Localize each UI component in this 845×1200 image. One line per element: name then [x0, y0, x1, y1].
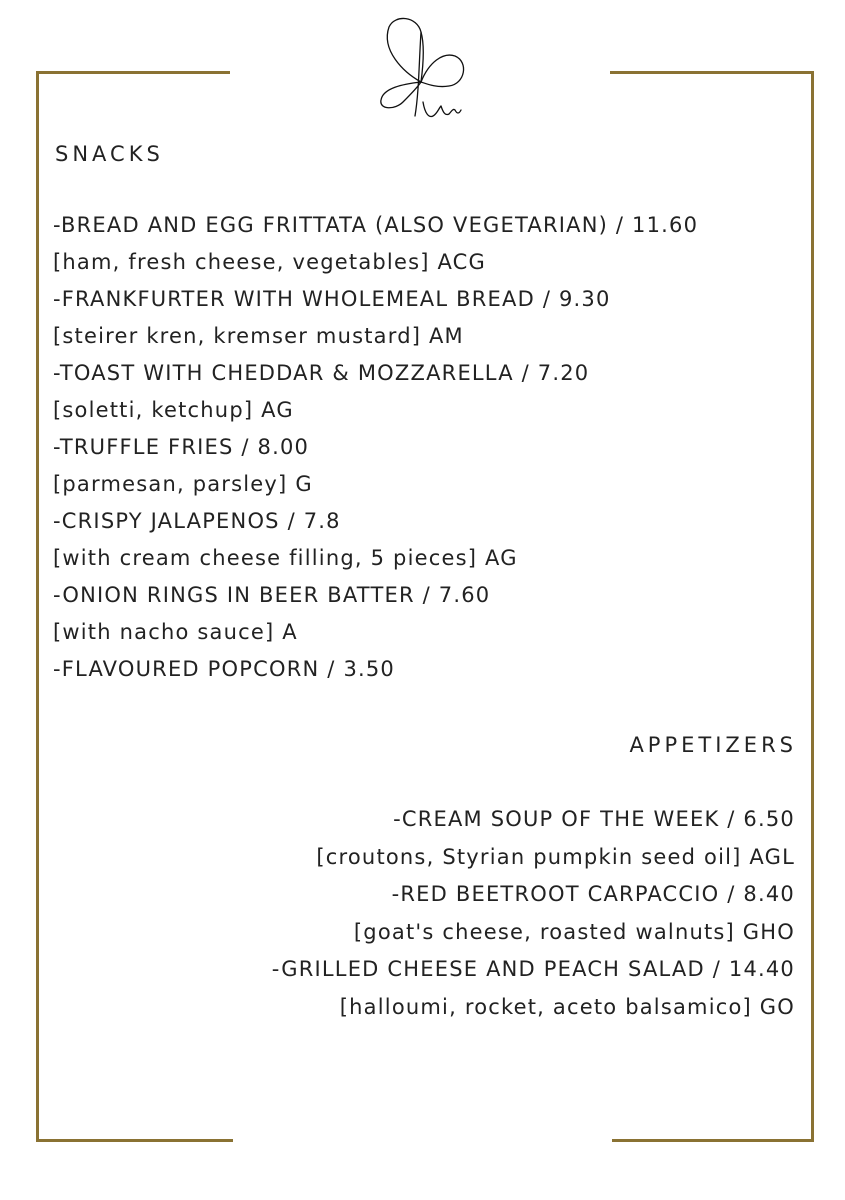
snack-item: -CRISPY JALAPENOS / 7.8	[53, 509, 341, 533]
snack-item: -FRANKFURTER WITH WHOLEMEAL BREAD / 9.30	[53, 287, 611, 311]
snack-item: -BREAD AND EGG FRITTATA (ALSO VEGETARIAN) / 11.60	[53, 213, 699, 237]
snack-description: [parmesan, parsley] G	[53, 472, 313, 496]
frame-top-left	[36, 71, 230, 74]
snack-item: -TRUFFLE FRIES / 8.00	[53, 435, 310, 459]
appetizer-item: -GRILLED CHEESE AND PEACH SALAD / 14.40	[271, 957, 795, 981]
appetizer-item: -CREAM SOUP OF THE WEEK / 6.50	[393, 807, 795, 831]
appetizers-list	[95, 801, 795, 1026]
snack-description: [with nacho sauce] A	[53, 620, 298, 644]
appetizer-description: [croutons, Styrian pumpkin seed oil] AGL	[316, 844, 795, 869]
frame-left	[36, 71, 39, 1142]
snacks-heading: SNACKS	[55, 142, 164, 166]
appetizers-heading: APPETIZERS	[629, 733, 797, 757]
frame-top-right	[610, 71, 814, 74]
snack-item: -ONION RINGS IN BEER BATTER / 7.60	[53, 583, 491, 607]
leaf-signature-logo	[373, 12, 473, 124]
snacks-list	[53, 207, 813, 688]
snack-description: [steirer kren, kremser mustard] AM	[53, 324, 464, 348]
snack-description: [ham, fresh cheese, vegetables] ACG	[53, 250, 487, 274]
snack-description: [soletti, ketchup] AG	[53, 398, 294, 422]
snack-item: -FLAVOURED POPCORN / 3.50	[53, 657, 395, 681]
frame-bottom-right	[612, 1139, 814, 1142]
appetizer-description: [halloumi, rocket, aceto balsamico] GO	[339, 994, 795, 1019]
appetizer-description: [goat's cheese, roasted walnuts] GHO	[353, 919, 795, 944]
appetizer-item: -RED BEETROOT CARPACCIO / 8.40	[391, 882, 795, 906]
snack-description: [with cream cheese filling, 5 pieces] AG	[53, 546, 518, 570]
frame-bottom-left	[36, 1139, 233, 1142]
snack-item: -TOAST WITH CHEDDAR & MOZZARELLA / 7.20	[53, 361, 590, 385]
